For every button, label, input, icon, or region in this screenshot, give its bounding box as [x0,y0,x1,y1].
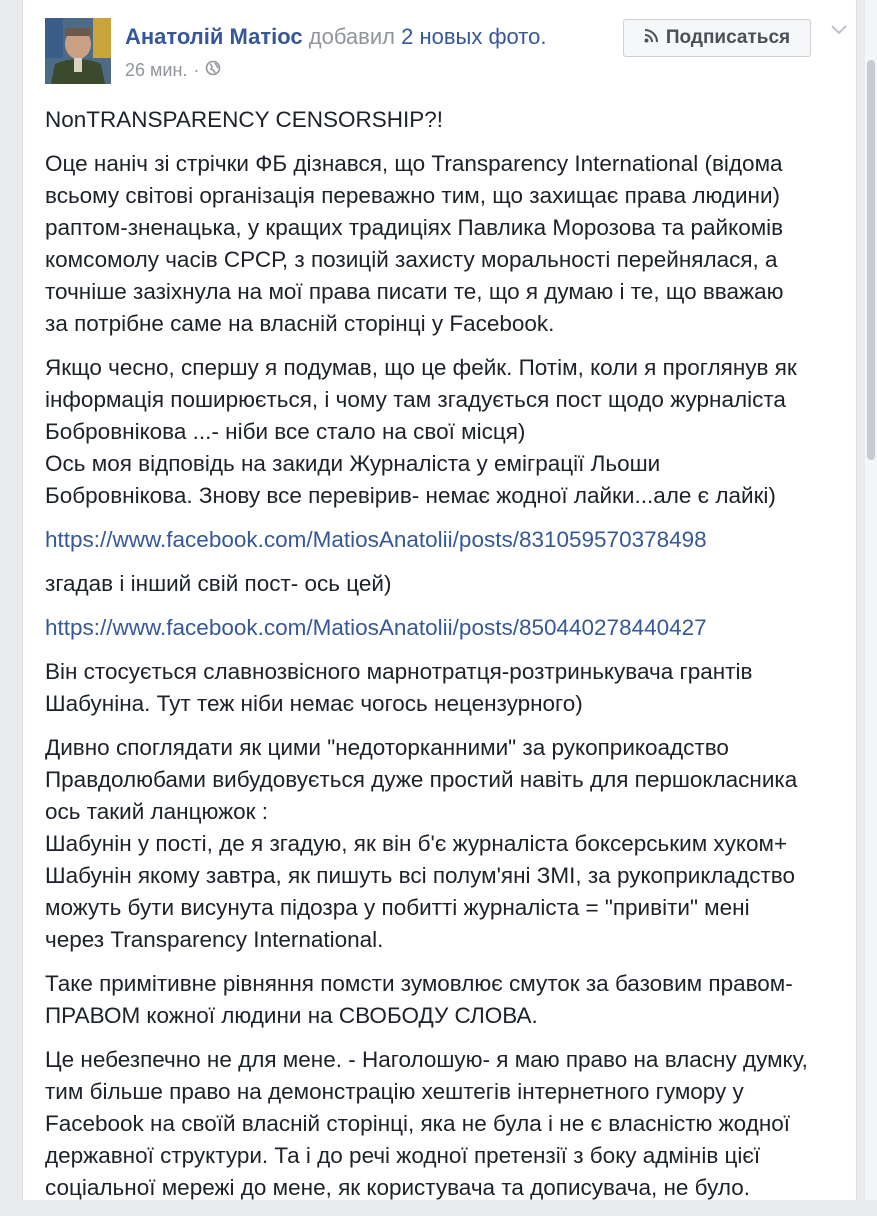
scrollbar[interactable] [865,0,877,1200]
post-text-line: ось такий ланцюжок : [45,799,269,824]
post-link[interactable]: https://www.facebook.com/MatiosAnatolii/posts/850440278440427 [45,615,707,640]
chevron-down-icon[interactable] [829,22,849,38]
post-text-line: Шабунін у пості, де я згадую, як він б'є журналіста боксерським хуком+ [45,831,788,856]
photos-link[interactable]: 2 новых фото. [401,24,547,49]
post-text-line: Правдолюбами вибудовується дуже простий навіть для першокласника [45,767,798,792]
post-text-line: державної структури. Та і до речі жодної претензії з боку адмінів цієї [45,1143,761,1168]
post-paragraph [45,656,855,720]
post-text-line: за потрібне саме на власній сторінці у Facebook. [45,311,555,336]
post-header [125,24,546,50]
post-paragraph [45,612,855,644]
post-card [22,0,857,1200]
post-text-line: Бобровнікова ...- ніби все стало на свої місця) [45,419,526,444]
post-text-line: всьому світові організація переважно тим, що захищає права людини) [45,183,781,208]
post-text-line: Facebook на своїй власній сторінці, яка не була і не є власністю жодної [45,1111,791,1136]
scrollbar-thumb[interactable] [867,60,875,460]
post-paragraph [45,104,855,136]
action-text: добавил [308,24,395,49]
avatar-photo [45,18,111,84]
post-text-line: тим більше право на демонстрацію хештегів інтернетного гумору у [45,1079,744,1104]
post-text-line: Це небезпечно не для мене. - Наголошую- я маю право на власну думку, [45,1047,808,1072]
post-text-line: Якщо чесно, спершу я подумав, що це фейк. Потім, коли я проглянув як [45,355,797,380]
timestamp[interactable]: 26 мин. [125,60,188,80]
post-paragraph [45,732,855,956]
post-paragraph [45,148,855,340]
post-text-line: Дивно споглядати як цими "недоторканними" за рукоприкоадство [45,735,729,760]
post-paragraph [45,524,855,556]
post-text-line: ПРАВОМ кожної людини на СВОБОДУ СЛОВА. [45,1003,538,1028]
follow-label: Подписаться [665,27,791,48]
post-text-line: Шабунін якому завтра, як пишуть всі полум'яні ЗМІ, за рукоприкладство [45,863,795,888]
post-text-line: NonTRANSPARENCY CENSORSHIP?! [45,107,444,132]
post-paragraph [45,352,855,512]
post-link[interactable]: https://www.facebook.com/MatiosAnatolii/posts/831059570378498 [45,527,707,552]
author-name[interactable]: Анатолій Матіос [125,24,303,49]
post-text-line: раптом-зненацька, у кращих традиціях Павлика Морозова та райкомів [45,215,784,240]
post-text-line: Шабуніна. Тут теж ніби немає чогось нецензурного) [45,691,583,716]
follow-button[interactable] [623,19,811,57]
post-paragraph [45,968,855,1032]
post-text [45,104,855,1216]
post-text-line: Він стосується славнозвісного марнотратця-розтринькувача грантів [45,659,753,684]
post-text-line: Оце наніч зі стрічки ФБ дізнався, що Transparency International (відома [45,151,783,176]
post-text-line: соціальної мережі до мене, як користувача та дописувача, не було. [45,1175,750,1200]
post-text-line: через Transparency International. [45,927,384,952]
post-text-line: інформація поширюється, і чому там згадується пост щодо журналіста [45,387,786,412]
post-text-line: точніше зазіхнула на мої права писати те, що я думаю і те, що вважаю [45,279,784,304]
post-meta [125,60,221,81]
post-paragraph [45,568,855,600]
post-text-line: можуть бути висунута підозра у побитті журналіста = "привіти" мені [45,895,750,920]
post-text-line: Ось моя відповідь на закиди Журналіста у еміграції Льоши [45,451,661,476]
post-paragraph [45,1044,855,1204]
globe-icon[interactable] [205,60,221,81]
rss-icon [644,27,658,49]
avatar[interactable] [45,18,111,84]
separator-dot: · [193,60,200,80]
post-text-line: Таке примітивне рівняння помсти зумовлює смуток за базовим правом- [45,971,793,996]
post-text-line: згадав і інший свій пост- ось цей) [45,571,392,596]
post-text-line: комсомолу часів СРСР, з позицій захисту моральності перейнялася, а [45,247,778,272]
post-text-line: Бобровнікова. Знову все перевірив- немає жодної лайки...але є лайкі) [45,483,776,508]
